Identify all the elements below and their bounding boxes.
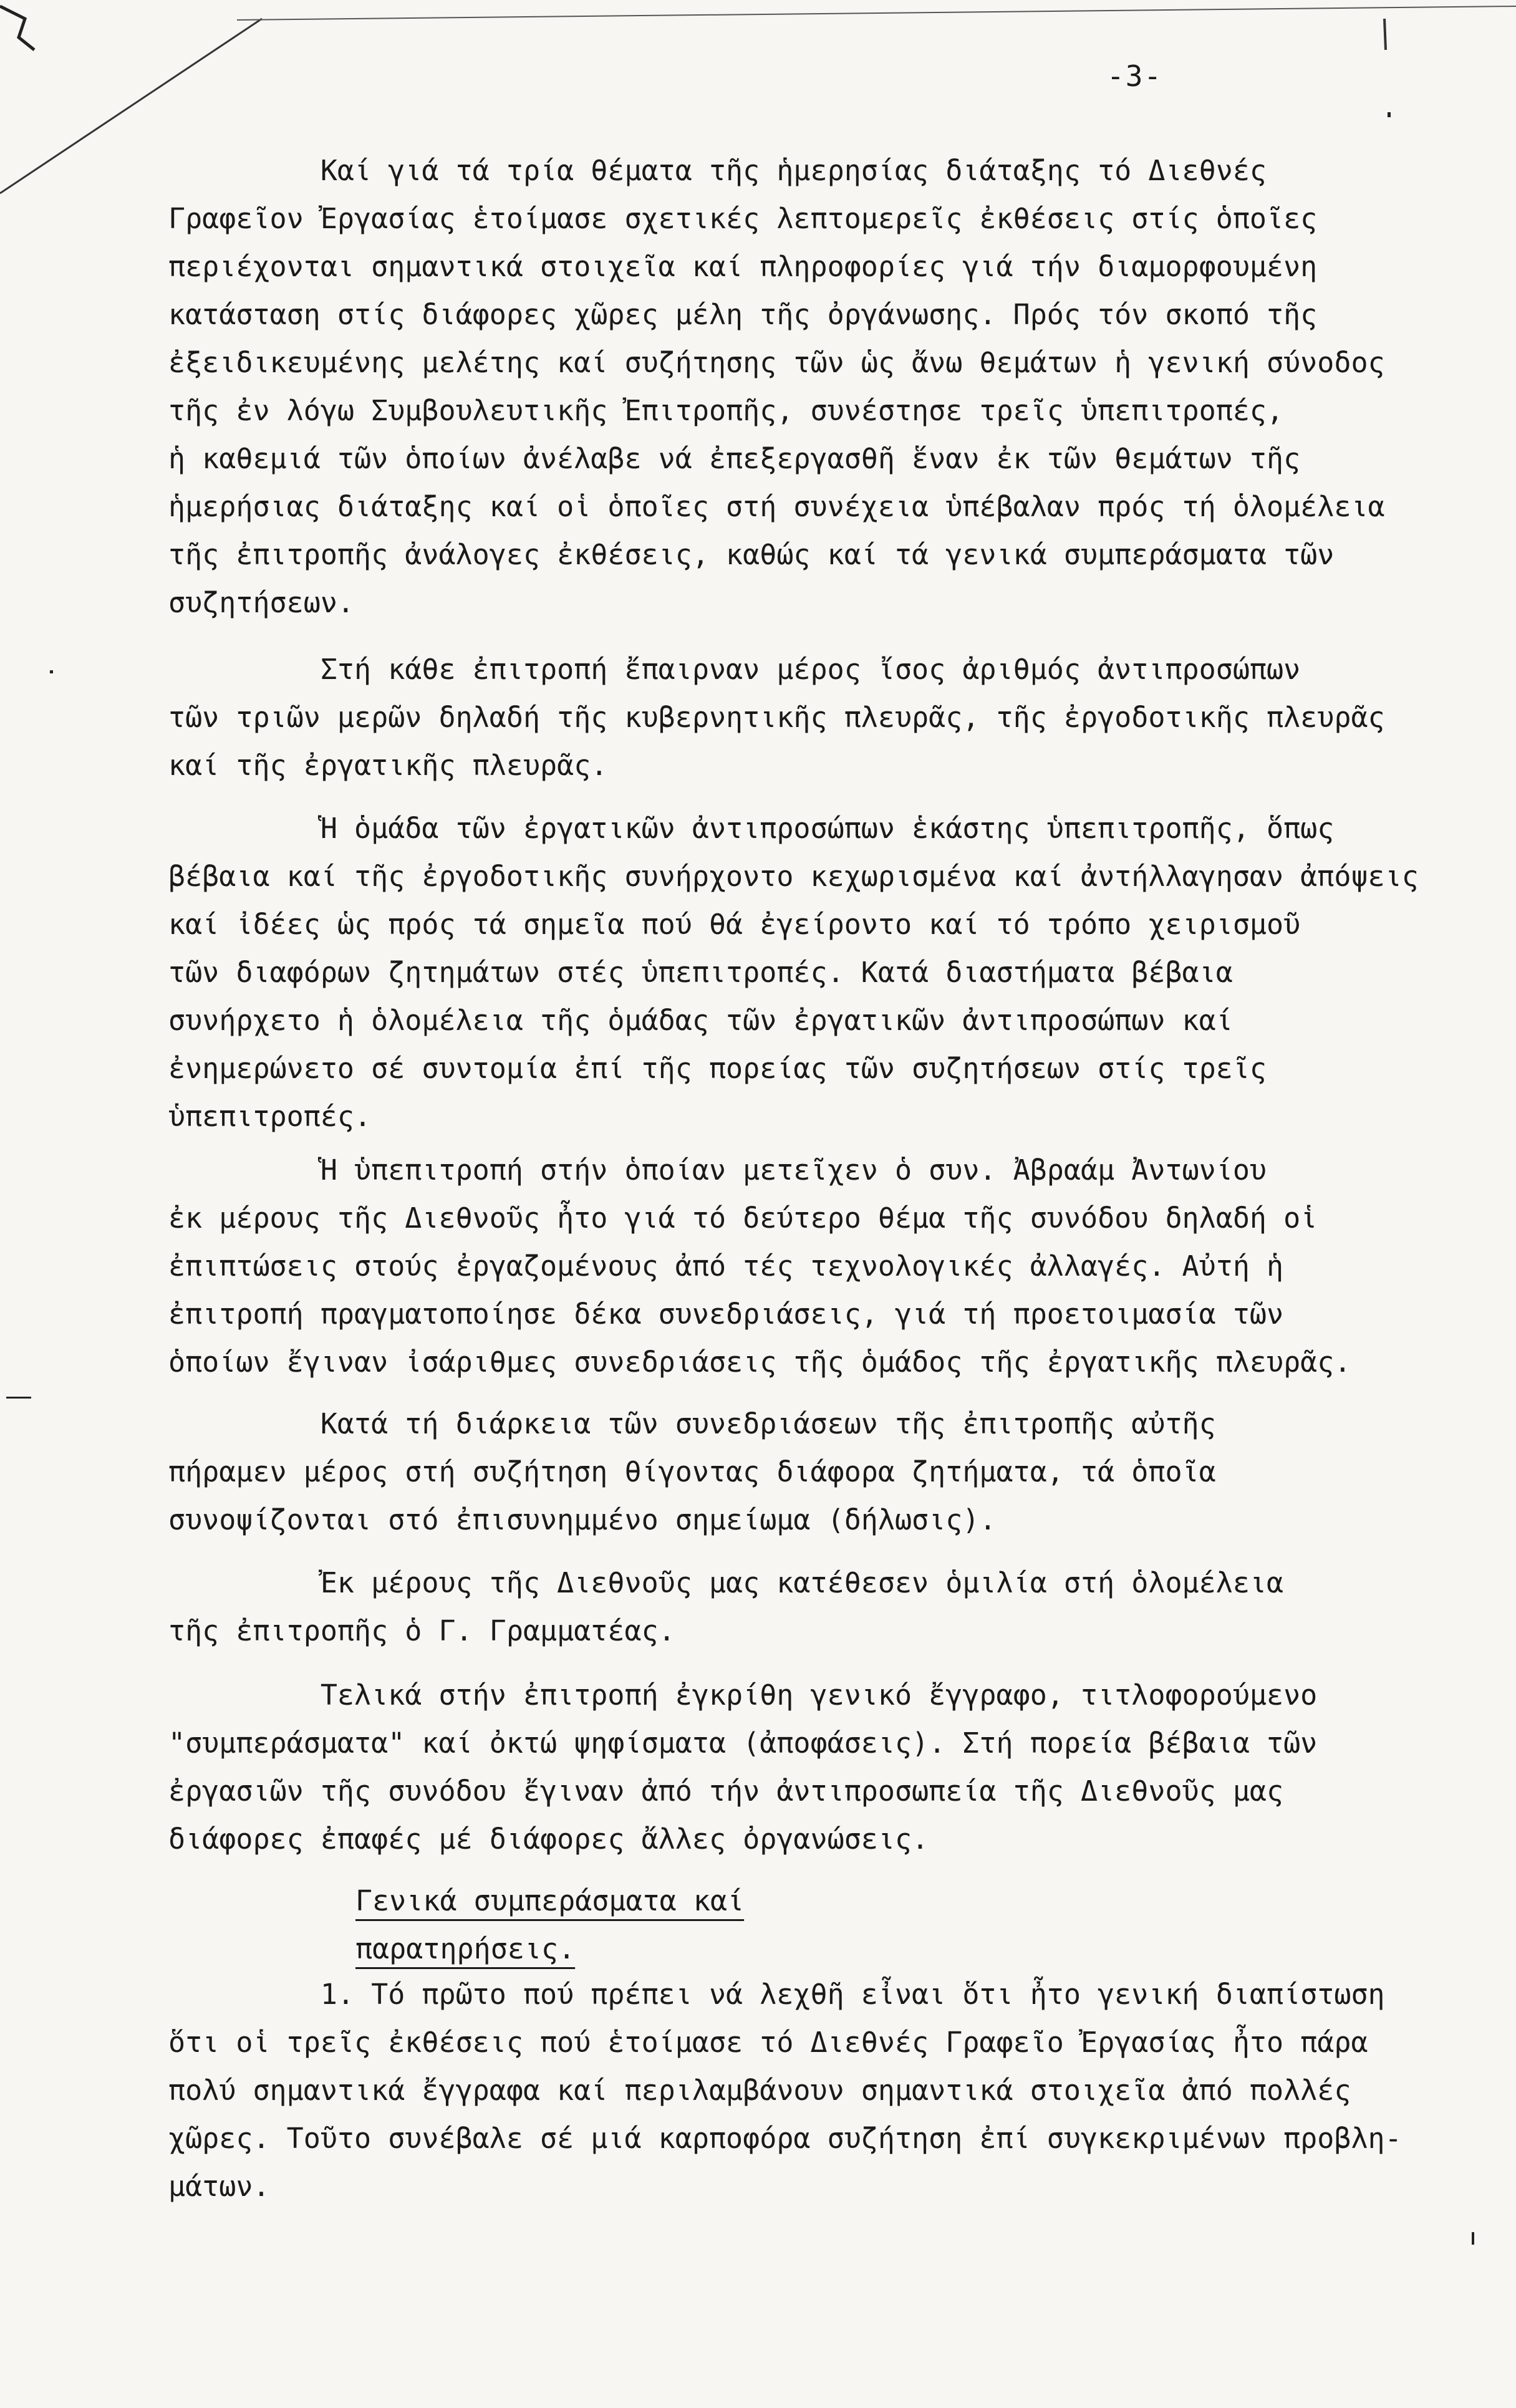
text-line: καί τῆς ἐργατικῆς πλευρᾶς. [168,749,608,782]
text-line: πολύ σημαντικά ἔγγραφα καί περιλαμβάνουν σημαντικά στοιχεῖα ἀπό πολλές [168,2074,1351,2107]
text-line: 1. Τό πρῶτο πού πρέπει νά λεχθῆ εἶναι ὅτι ἦτο γενική διαπίστωση [168,1978,1385,2011]
text-line: συνοψίζονται στό ἐπισυνημμένο σημείωμα (δήλωσις). [168,1503,997,1536]
text-line: Καί γιά τά τρία θέματα τῆς ἡμερησίας διάταξης τό Διεθνές [168,154,1267,187]
page-number: -3- [1107,59,1163,93]
text-line: Στή κάθε ἐπιτροπή ἔπαιρναν μέρος ἴσος ἀριθμός ἀντιπροσώπων [168,653,1301,686]
text-line: ὑπεπιτροπές. [168,1100,372,1133]
text-line: τῆς ἐπιτροπῆς ἀνάλογες ἐκθέσεις, καθώς καί τά γενικά συμπεράσματα τῶν [168,538,1335,571]
text-line: Γραφεῖον Ἐργασίας ἑτοίμασε σχετικές λεπτομερεῖς ἐκθέσεις στίς ὁποῖες [168,202,1318,235]
text-line: ἐπιτροπή πραγματοποίησε δέκα συνεδριάσεις, γιά τή προετοιμασία τῶν [168,1298,1284,1331]
paragraph-6 [168,1559,1353,1655]
text-line: ὅτι οἱ τρεῖς ἐκθέσεις πού ἑτοίμασε τό Διεθνές Γραφεῖο Ἐργασίας ἦτο πάρα [168,2026,1368,2059]
margin-dash-mark [6,1397,31,1399]
heading-line-1: Γενικά συμπεράσματα καί [355,1884,745,1917]
paragraph-3 [168,804,1419,1140]
text-line: πήραμεν μέρος στή συζήτηση θίγοντας διάφορα ζητήματα, τά ὁποῖα [168,1455,1216,1488]
section-heading [355,1877,1516,1973]
text-line: τῶν τριῶν μερῶν δηλαδή τῆς κυβερνητικῆς πλευρᾶς, τῆς ἐργοδοτικῆς πλευρᾶς [168,701,1385,734]
text-line: Ἡ ὑπεπιτροπή στήν ὁποίαν μετεῖχεν ὁ συν. Ἀβραάμ Ἀντωνίου [168,1153,1267,1187]
text-line: ἐπιπτώσεις στούς ἐργαζομένους ἀπό τές τεχνολογικές ἀλλαγές. Αὐτή ἡ [168,1250,1284,1283]
text-line: ἐνημερώνετο σέ συντομία ἐπί τῆς πορείας τῶν συζητήσεων στίς τρεῖς [168,1052,1267,1085]
text-line: ἐκ μέρους τῆς Διεθνοῦς ἦτο γιά τό δεύτερο θέμα τῆς συνόδου δηλαδή οἱ [168,1202,1318,1235]
paragraph-7 [168,1671,1353,1863]
text-line: περιέχονται σημαντικά στοιχεῖα καί πληροφορίες γιά τήν διαμορφουμένη [168,250,1318,283]
margin-dot-mark [1472,2232,1474,2245]
text-line: ἐξειδικευμένης μελέτης καί συζήτησης τῶν ὡς ἄνω θεμάτων ἡ γενική σύνοδος [168,346,1385,379]
text-line: βέβαια καί τῆς ἐργοδοτικῆς συνήρχοντο κεχωρισμένα καί ἀντήλλαγησαν ἀπόψεις [168,860,1419,893]
paragraph-1 [168,147,1385,627]
text-line: τῆς ἐπιτροπῆς ὁ Γ. Γραμματέας. [168,1614,675,1647]
text-line: Κατά τή διάρκεια τῶν συνεδριάσεων τῆς ἐπιτροπῆς αὐτῆς [168,1407,1216,1440]
text-line: μάτων. [168,2170,270,2203]
text-line: ἐργασιῶν τῆς συνόδου ἔγιναν ἀπό τήν ἀντιπροσωπεία τῆς Διεθνοῦς μας [168,1775,1284,1808]
text-line: Τελικά στήν ἐπιτροπή ἐγκρίθη γενικό ἔγγραφο, τιτλοφορούμενο [168,1678,1318,1712]
margin-dot-mark [1388,112,1391,117]
text-line: τῶν διαφόρων ζητημάτων στές ὑπεπιτροπές. Κατά διαστήματα βέβαια [168,956,1233,989]
paragraph-8 [168,1970,1402,2210]
text-line: Ἡ ὁμάδα τῶν ἐργατικῶν ἀντιπροσώπων ἑκάστης ὑπεπιτροπῆς, ὅπως [168,812,1335,845]
text-line: ἡ καθεμιά τῶν ὁποίων ἀνέλαβε νά ἐπεξεργασθῆ ἕναν ἐκ τῶν θεμάτων τῆς [168,442,1301,475]
text-line: χῶρες. Τοῦτο συνέβαλε σέ μιά καρποφόρα συζήτηση ἐπί συγκεκριμένων προβλη- [168,2122,1402,2155]
text-line: διάφορες ἐπαφές μέ διάφορες ἄλλες ὀργανώσεις. [168,1823,929,1856]
text-line: συζητήσεων. [168,586,355,619]
margin-dot-mark [50,670,53,673]
paragraph-5 [168,1400,1353,1544]
paragraph-4 [168,1146,1353,1386]
text-line: συνήρχετο ἡ ὁλομέλεια τῆς ὁμάδας τῶν ἐργατικῶν ἀντιπροσώπων καί [168,1004,1233,1037]
text-line: ὁποίων ἔγιναν ἰσάριθμες συνεδριάσεις τῆς ὁμάδος τῆς ἐργατικῆς πλευρᾶς. [168,1346,1351,1379]
text-line: καί ἰδέες ὡς πρός τά σημεῖα πού θά ἐγείροντο καί τό τρόπο χειρισμοῦ [168,908,1301,941]
paragraph-2 [168,645,1385,789]
text-line: Ἐκ μέρους τῆς Διεθνοῦς μας κατέθεσεν ὁμιλία στή ὁλομέλεια [168,1566,1284,1599]
text-line: κατάσταση στίς διάφορες χῶρες μέλη τῆς ὀργάνωσης. Πρός τόν σκοπό τῆς [168,298,1318,331]
text-line: "συμπεράσματα" καί ὀκτώ ψηφίσματα (ἀποφάσεις). Στή πορεία βέβαια τῶν [168,1727,1318,1760]
text-line: ἡμερήσιας διάταξης καί οἱ ὁποῖες στή συνέχεια ὑπέβαλαν πρός τή ὁλομέλεια [168,490,1385,523]
text-line: τῆς ἐν λόγω Συμβουλευτικῆς Ἐπιτροπῆς, συνέστησε τρεῖς ὑπεπιτροπές, [168,394,1284,427]
heading-line-2: παρατηρήσεις. [355,1932,576,1965]
